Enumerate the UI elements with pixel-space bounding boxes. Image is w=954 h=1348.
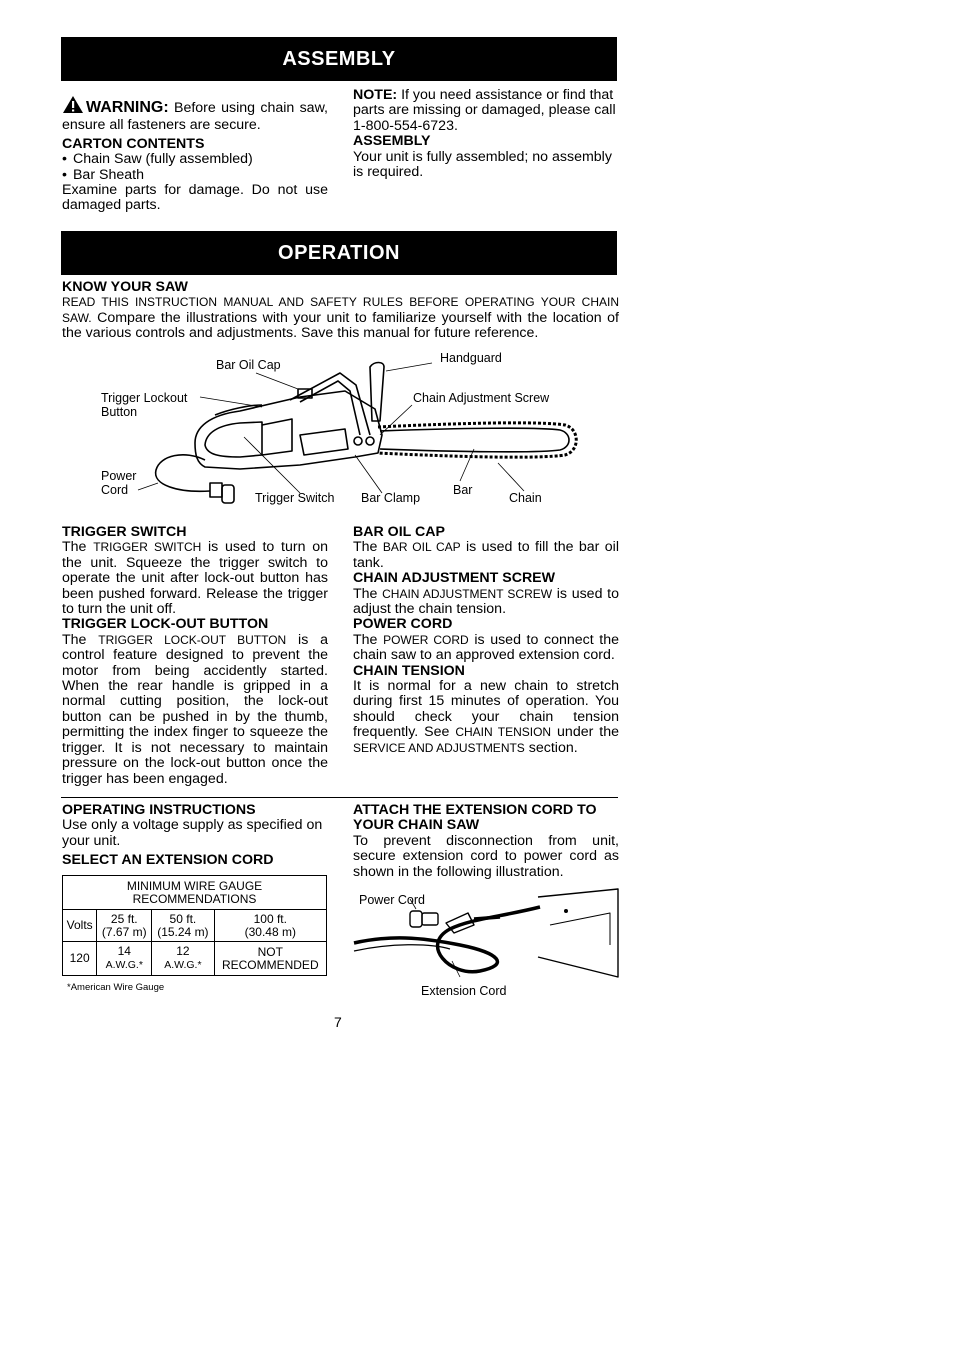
table-row — [63, 876, 327, 910]
assembly-banner: ASSEMBLY — [61, 37, 617, 81]
know-saw-body: Compare the illustrations with your unit to familiarize yourself with the location of the various controls and adjustments. Save this manual for future reference. — [62, 309, 619, 342]
table-cell: 14 A.W.G.* — [97, 942, 152, 976]
controls-right-column — [353, 525, 619, 756]
table-cell: 100 ft. (30.48 m) — [214, 910, 326, 942]
chain-adjustment-text: The CHAIN ADJUSTMENT SCREW is used to adjust the chain tension. — [353, 585, 619, 618]
operating-text: Use only a voltage supply as specified on your unit. — [62, 817, 323, 849]
label-chain: Chain — [509, 491, 542, 505]
table-cell: Volts — [63, 910, 97, 942]
chain-tension-text: It is normal for a new chain to stretch during first 15 minutes of operation. You should check your chain tension frequently. See CHAIN TENSION under the SERVICE AND ADJUSTMENTS section. — [353, 678, 619, 756]
table-cell: 25 ft. (7.67 m) — [97, 910, 152, 942]
label-trigger-switch: Trigger Switch — [255, 491, 335, 505]
bar-oil-cap-text: The BAR OIL CAP is used to fill the bar oil tank. — [353, 539, 619, 571]
label-power-cord-1: Power — [101, 469, 137, 483]
know-saw-text — [62, 295, 619, 341]
warning-text: Before using chain saw, ensure all fasteners are secure. — [62, 100, 328, 134]
operation-banner: OPERATION — [61, 231, 617, 275]
label-bar: Bar — [453, 483, 473, 497]
chain-adjustment-heading: CHAIN ADJUSTMENT SCREW — [353, 570, 556, 587]
label-bar-clamp: Bar Clamp — [361, 491, 421, 505]
label-extension-cord: Extension Cord — [421, 984, 507, 998]
label-trigger-lockout-2: Button — [101, 405, 138, 419]
list-item: • Chain Saw (fully assembled) — [62, 152, 328, 167]
label-power-cord-2: Cord — [101, 483, 129, 497]
section-divider — [61, 797, 618, 798]
label-handguard: Handguard — [440, 351, 502, 365]
carton-list — [62, 152, 328, 183]
operating-column — [62, 803, 330, 869]
attach-column — [353, 803, 619, 880]
power-cord-heading: POWER CORD — [353, 616, 453, 633]
trigger-switch-text: The TRIGGER SWITCH is used to turn on the unit. Squeeze the trigger switch to operate the unit after lock-out button has been pushed forward. Release the trigger to turn the unit off. — [62, 539, 328, 618]
table-cell: NOT RECOMMENDED — [214, 942, 326, 976]
list-item: • Bar Sheath — [62, 168, 328, 183]
table-footnote: *American Wire Gauge — [67, 982, 165, 993]
note-label: NOTE: — [353, 87, 398, 103]
know-saw-caps: READ THIS INSTRUCTION MANUAL AND SAFETY RULES BEFORE OPERATING YOUR CHAIN SAW. — [62, 295, 619, 325]
table-cell: 50 ft. (15.24 m) — [152, 910, 214, 942]
page-number: 7 — [334, 1014, 342, 1030]
warning-paragraph — [62, 95, 328, 134]
label-trigger-lockout-1: Trigger Lockout — [101, 391, 188, 405]
table-row — [63, 942, 327, 976]
power-cord-text: The POWER CORD is used to connect the chain saw to an approved extension cord. — [353, 631, 620, 664]
warning-label: WARNING: — [86, 99, 169, 116]
table-cell: 120 — [63, 942, 97, 976]
note-paragraph — [353, 88, 619, 134]
table-row — [63, 910, 327, 942]
assembly-heading: ASSEMBLY — [353, 133, 431, 150]
chainsaw-diagram — [0, 345, 954, 515]
carton-text: Examine parts for damage. Do not use damaged parts. — [62, 182, 328, 214]
assembly-left-column — [62, 95, 328, 214]
trigger-switch-heading: TRIGGER SWITCH — [62, 524, 187, 540]
label-bar-oil-cap: Bar Oil Cap — [216, 358, 281, 372]
attach-text: To prevent disconnection from unit, secure extension cord to power cord as shown in the following illustration. — [353, 832, 619, 880]
controls-left-column — [62, 525, 328, 787]
carton-heading: CARTON CONTENTS — [62, 135, 205, 152]
warning-triangle-icon — [62, 95, 84, 118]
chainsaw-illustration — [156, 363, 577, 504]
trigger-lockout-heading: TRIGGER LOCK-OUT BUTTON — [62, 616, 269, 633]
trigger-lockout-text: The TRIGGER LOCK-OUT BUTTON is a control feature designed to prevent the motor from being accidently started. When the rear handle is gripped in a normal cutting position, the lock-out button can be pushed in by the thumb, permitting the index finger to squeeze the trigger. It is not necessary to maintain pressure on the lock-out button once the trigger has been engaged. — [62, 631, 328, 787]
select-cord-heading: SELECT AN EXTENSION CORD — [62, 852, 274, 869]
operating-heading: OPERATING INSTRUCTIONS — [62, 802, 256, 818]
wire-gauge-table — [62, 875, 327, 976]
table-title-cell: MINIMUM WIRE GAUGE RECOMMENDATIONS — [63, 876, 327, 910]
assembly-text: Your unit is fully assembled; no assembly is required. — [353, 148, 612, 181]
label-chain-adjustment-screw: Chain Adjustment Screw — [413, 391, 550, 405]
label-power-cord: Power Cord — [359, 893, 425, 907]
attach-heading: ATTACH THE EXTENSION CORD TO YOUR CHAIN SAW — [353, 802, 597, 834]
table-cell: 12 A.W.G.* — [152, 942, 214, 976]
assembly-right-column — [353, 88, 619, 180]
note-text: If you need assistance or find that parts are missing or damaged, please call 1-800-554-6723. — [353, 87, 616, 134]
know-saw-heading: KNOW YOUR SAW — [62, 279, 188, 295]
bar-oil-cap-heading: BAR OIL CAP — [353, 524, 445, 540]
know-your-saw-section — [62, 280, 619, 342]
chain-tension-heading: CHAIN TENSION — [353, 662, 465, 679]
